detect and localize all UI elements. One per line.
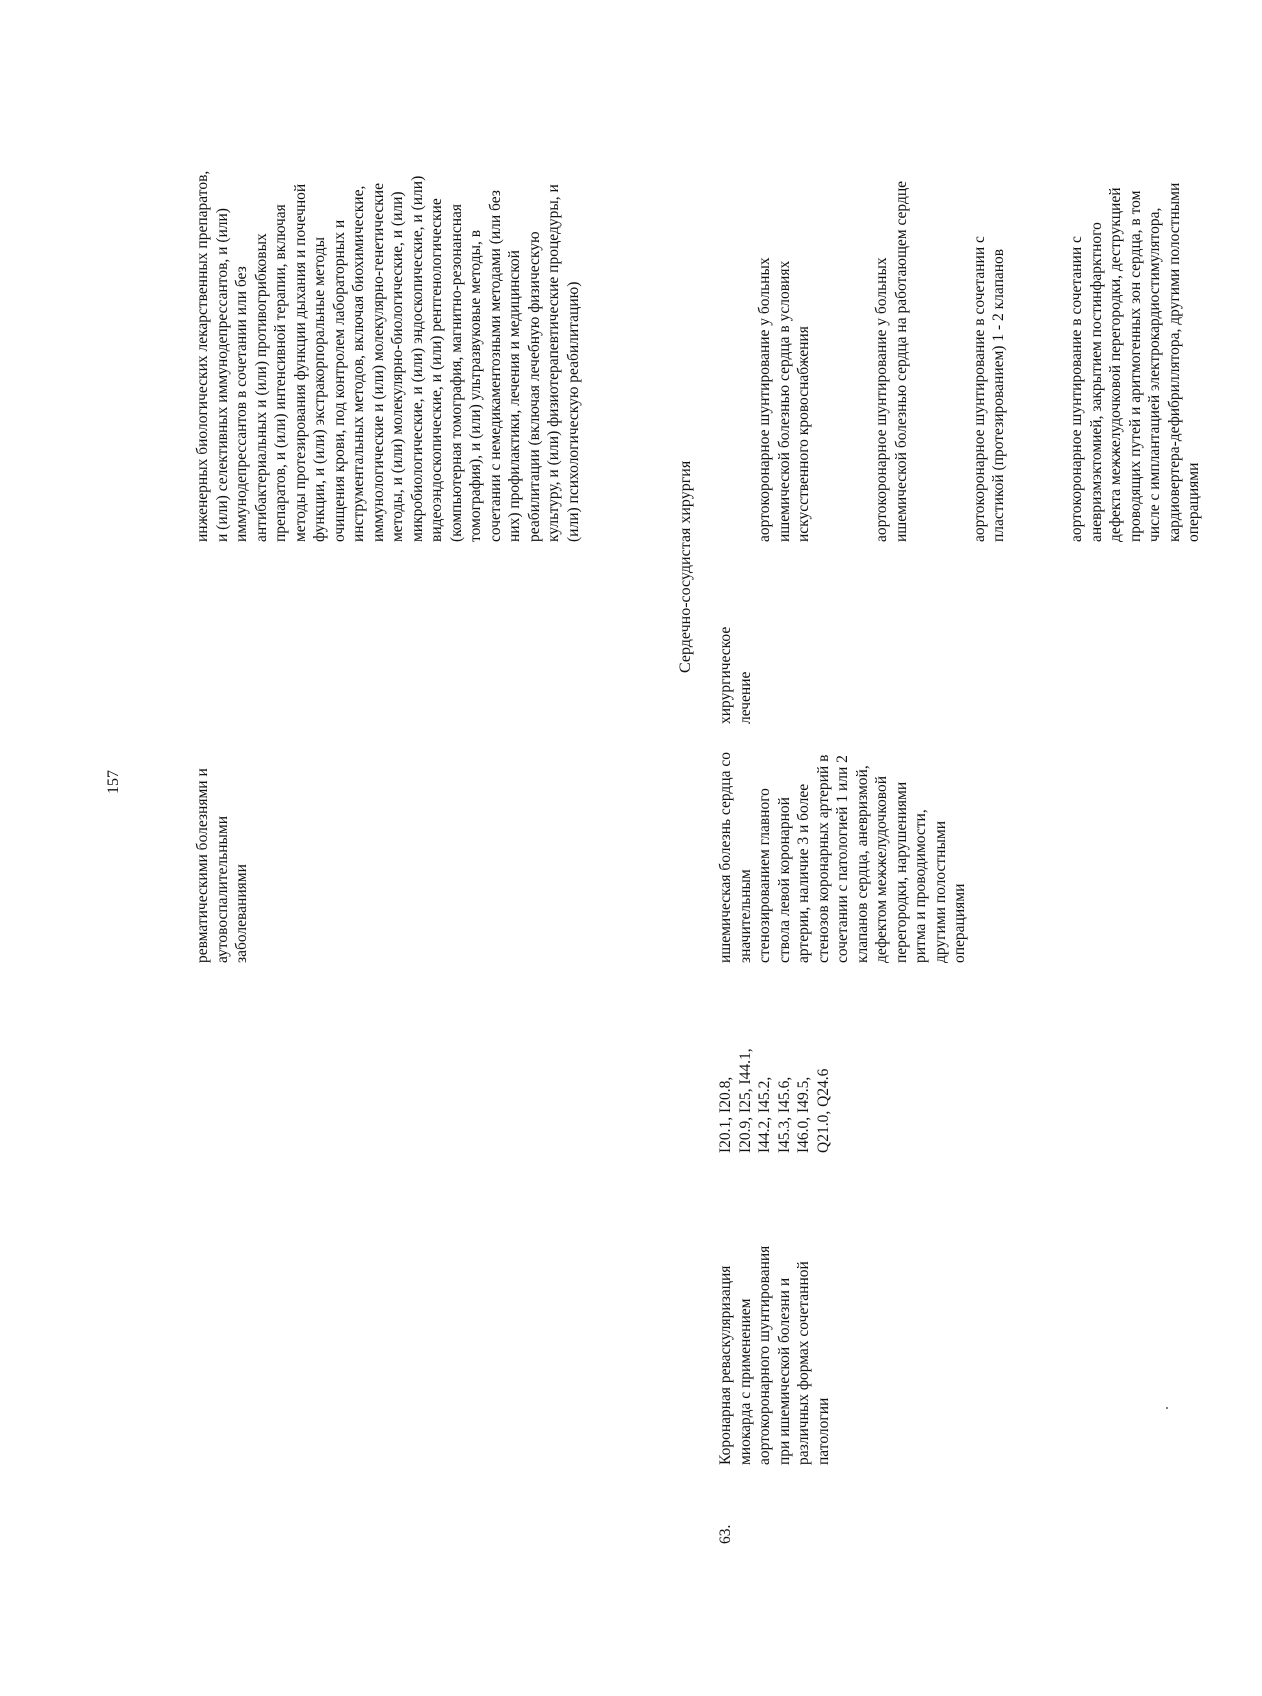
- method-item: аортокоронарное шунтирование в сочетании с аневризмэктомией, закрытием постинфарктного дефекта межжелудочковой перегородки, деструкцией проводящих путей и аритмогенных зон сердца, в том числе с имплантацией электрокардиостимулятора, кардиовертера-дефибриллятора, другими полостными операциями: [1068, 182, 1202, 542]
- method-item: аортокоронарное шунтирование у больных ишемической болезнью сердца в условиях искусственного кровоснабжения: [756, 257, 812, 542]
- continued-method-cell: инженерных биологических лекарственных препаратов, и (или) селективных иммунодепрессантов, и (или) иммунодепрессантов в сочетании или без антибактериальных и (или) противогрибковых препаратов, и (или) интенсивной терапии, включая методы протезирования функции дыхания и почечной функции, и (или) экстракорпоральные методы очищения крови, под контролем лабораторных и инструментальных методов, включая биохимические, иммунологические и (или) молекулярно-генетические методы, и (или) молекулярно-биологические, и (или) микробиологические, и (или) эндоскопические, и (или) видеоэндоскопические, и (или) рентгенологические (компьютерная томография, магнитно-резонансная томография), и (или) ультразвуковые методы, в сочетании с немедикаментозными методами (или без них) профилактики, лечения и медицинской реабилитации (включая лечебную физическую культуру, и (или) физиотерапевтические процедуры, и (или) психологическую реабилитацию): [194, 170, 582, 542]
- care-type-name-cell: Коронарная реваскуляризация миокарда с применением аортокоронарного шунтирования при ишемической болезни и различных формах сочетанной патологии: [717, 1245, 832, 1465]
- method-item: аортокоронарное шунтирование у больных ишемической болезнью сердца на работающем сердце: [873, 180, 910, 542]
- scan-speck: [1166, 1407, 1168, 1409]
- treatment-type-cell: хирургическое лечение: [717, 626, 754, 724]
- method-item: аортокоронарное шунтирование в сочетании с пластикой (протезированием) 1 - 2 клапанов: [970, 236, 1007, 542]
- icd-codes-cell: I20.1, I20.8, I20.9, I25, I44.1, I44.2, I45.2, I45.3, I45.6, I46.0, I49.5, Q21.0, Q24.6: [717, 1048, 832, 1153]
- disease-model-cell: ишемическая болезнь сердца со значительным стенозированием главного ствола левой коронарной артерии, наличие 3 и более стенозов коронарных артерий в сочетании с патологией 1 или 2 клапанов сердца, аневризмой, дефектом межжелудочковой перегородки, нарушениями ритма и проводимости, другими полостными операциями: [717, 752, 968, 963]
- continued-disease-cell: ревматическими болезнями и аутовоспалительными заболеваниями: [194, 768, 250, 963]
- page-number: 157: [105, 770, 122, 794]
- treatment-methods-cell: [716, 181, 1262, 542]
- row-number: 63.: [717, 1524, 734, 1544]
- section-title: Сердечно-сосудистая хирургия: [677, 460, 694, 673]
